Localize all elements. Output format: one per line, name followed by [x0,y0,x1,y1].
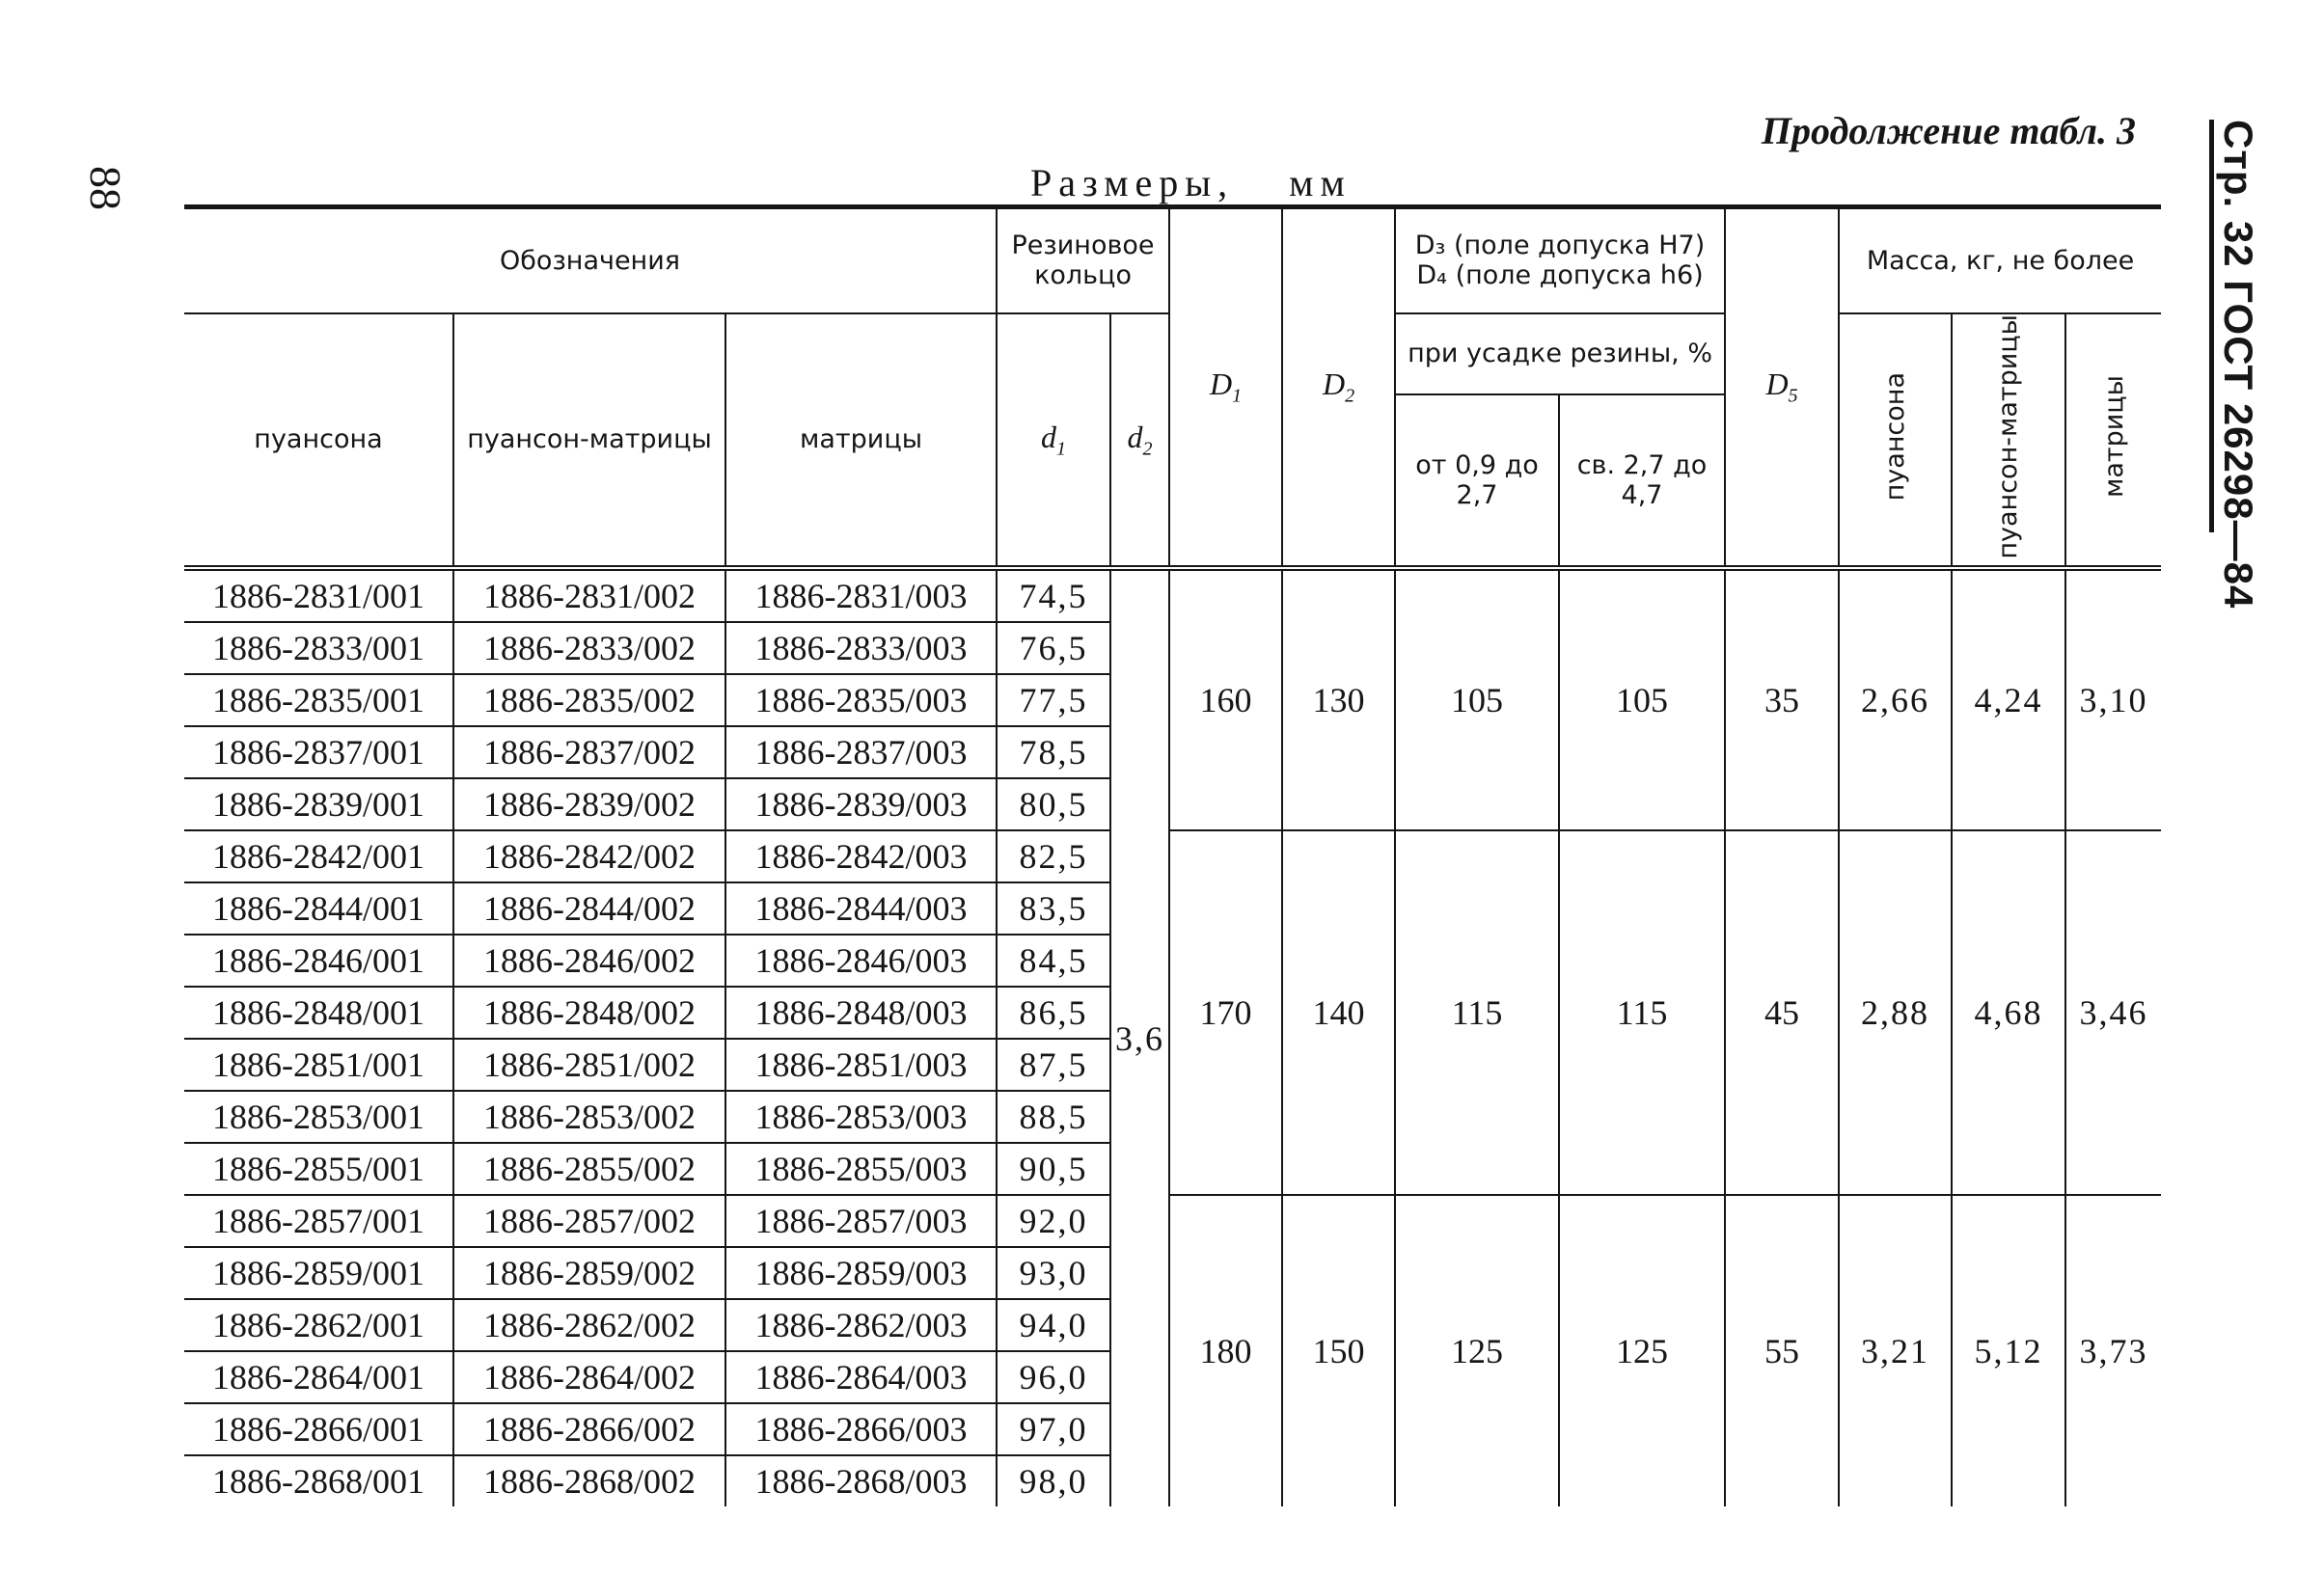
die-designation: 1886-2868/003 [725,1455,997,1506]
d1-value: 94,0 [997,1299,1110,1351]
d1-value: 90,5 [997,1143,1110,1195]
punch-die-designation: 1886-2866/002 [453,1403,725,1455]
punch-designation: 1886-2837/001 [184,726,453,778]
d1-value: 96,0 [997,1351,1110,1403]
table-row [184,830,2161,882]
punch-designation: 1886-2831/001 [184,568,453,622]
die-designation: 1886-2831/003 [725,568,997,622]
die-designation: 1886-2848/003 [725,987,997,1039]
table-body [184,568,2161,1506]
d1-value: 98,0 [997,1455,1110,1506]
die-designation: 1886-2859/003 [725,1247,997,1299]
punch-die-designation: 1886-2853/002 [453,1091,725,1143]
punch-designation: 1886-2844/001 [184,882,453,935]
punch-designation: 1886-2833/001 [184,622,453,674]
header-mass-punch-die: пуансон-матрицы [1952,313,2065,569]
header-mass-punch: пуансона [1839,313,1952,569]
page-number: 88 [81,166,130,210]
punch-designation: 1886-2846/001 [184,935,453,987]
die-designation: 1886-2844/003 [725,882,997,935]
punch-designation: 1886-2851/001 [184,1039,453,1091]
punch-die-designation: 1886-2868/002 [453,1455,725,1506]
punch-designation: 1886-2853/001 [184,1091,453,1143]
die-designation: 1886-2866/003 [725,1403,997,1455]
d1-value: 86,5 [997,987,1110,1039]
d1-value: 76,5 [997,622,1110,674]
D1-value: 180 [1169,1195,1282,1506]
punch-die-designation: 1886-2851/002 [453,1039,725,1091]
d1-value: 78,5 [997,726,1110,778]
mass-die-value: 3,73 [2065,1195,2161,1506]
header-shrink-high: св. 2,7 до 4,7 [1559,394,1725,568]
die-designation: 1886-2833/003 [725,622,997,674]
D3-D4-high-shrink-value: 125 [1559,1195,1725,1506]
d1-value: 83,5 [997,882,1110,935]
D1-value: 160 [1169,568,1282,830]
punch-die-designation: 1886-2857/002 [453,1195,725,1247]
header-shrink-low: от 0,9 до 2,7 [1395,394,1559,568]
header-mass-die: матрицы [2065,313,2161,569]
header-mass: Масса, кг, не более [1839,207,2161,313]
side-header: Стр. 32 ГОСТ 26298—84 [2216,120,2261,610]
die-designation: 1886-2853/003 [725,1091,997,1143]
mass-punch-value: 2,66 [1839,568,1952,830]
d1-value: 74,5 [997,568,1110,622]
D5-value: 35 [1725,568,1839,830]
header-D3-line: D₃ (поле допуска Н7) [1414,231,1706,261]
table-row [184,1195,2161,1247]
d1-value: 82,5 [997,830,1110,882]
punch-designation: 1886-2857/001 [184,1195,453,1247]
D3-D4-low-shrink-value: 115 [1395,830,1559,1195]
header-D5: $D_5$ [1725,207,1839,569]
die-designation: 1886-2864/003 [725,1351,997,1403]
punch-die-designation: 1886-2855/002 [453,1143,725,1195]
d1-value: 97,0 [997,1403,1110,1455]
table-continuation-note: Продолжение табл. 3 [1761,109,2136,152]
d1-value: 80,5 [997,778,1110,830]
header-die: матрицы [725,313,997,569]
punch-die-designation: 1886-2833/002 [453,622,725,674]
d2-value: 3,6 [1110,568,1169,1506]
punch-designation: 1886-2866/001 [184,1403,453,1455]
punch-die-designation: 1886-2859/002 [453,1247,725,1299]
D2-value: 130 [1282,568,1395,830]
d1-value: 84,5 [997,935,1110,987]
punch-die-designation: 1886-2842/002 [453,830,725,882]
punch-designation: 1886-2839/001 [184,778,453,830]
punch-die-designation: 1886-2844/002 [453,882,725,935]
die-designation: 1886-2837/003 [725,726,997,778]
mass-punch-die-value: 5,12 [1952,1195,2065,1506]
die-designation: 1886-2851/003 [725,1039,997,1091]
punch-designation: 1886-2842/001 [184,830,453,882]
punch-designation: 1886-2862/001 [184,1299,453,1351]
d1-value: 77,5 [997,674,1110,726]
punch-die-designation: 1886-2848/002 [453,987,725,1039]
d1-value: 92,0 [997,1195,1110,1247]
sizes-caption: Размеры, мм [1030,161,1352,204]
punch-designation: 1886-2855/001 [184,1143,453,1195]
header-d1: $d_1$ [997,313,1110,569]
D2-value: 140 [1282,830,1395,1195]
punch-designation: 1886-2868/001 [184,1455,453,1506]
mass-punch-die-value: 4,68 [1952,830,2065,1195]
mass-punch-value: 3,21 [1839,1195,1952,1506]
punch-designation: 1886-2859/001 [184,1247,453,1299]
die-designation: 1886-2842/003 [725,830,997,882]
d1-value: 87,5 [997,1039,1110,1091]
D3-D4-high-shrink-value: 105 [1559,568,1725,830]
D3-D4-low-shrink-value: 125 [1395,1195,1559,1506]
punch-designation: 1886-2835/001 [184,674,453,726]
d1-value: 93,0 [997,1247,1110,1299]
dimensions-table [184,204,2161,1506]
D5-value: 55 [1725,1195,1839,1506]
die-designation: 1886-2839/003 [725,778,997,830]
punch-die-designation: 1886-2837/002 [453,726,725,778]
mass-punch-die-value: 4,24 [1952,568,2065,830]
table-row [184,568,2161,622]
D1-value: 170 [1169,830,1282,1195]
D3-D4-low-shrink-value: 105 [1395,568,1559,830]
mass-punch-value: 2,88 [1839,830,1952,1195]
punch-die-designation: 1886-2864/002 [453,1351,725,1403]
table-header [184,207,2161,569]
d1-value: 88,5 [997,1091,1110,1143]
die-designation: 1886-2857/003 [725,1195,997,1247]
mass-die-value: 3,10 [2065,568,2161,830]
header-designations: Обозначения [184,207,997,313]
punch-die-designation: 1886-2862/002 [453,1299,725,1351]
die-designation: 1886-2855/003 [725,1143,997,1195]
header-D4-line: D₄ (поле допуска h6) [1416,260,1704,291]
punch-die-designation: 1886-2831/002 [453,568,725,622]
header-D2: $D_2$ [1282,207,1395,569]
punch-designation: 1886-2864/001 [184,1351,453,1403]
mass-die-value: 3,46 [2065,830,2161,1195]
side-header-rule [2209,120,2214,532]
punch-die-designation: 1886-2839/002 [453,778,725,830]
header-punch: пуансона [184,313,453,569]
D3-D4-high-shrink-value: 115 [1559,830,1725,1195]
header-D3-D4 [1395,207,1725,313]
D2-value: 150 [1282,1195,1395,1506]
die-designation: 1886-2862/003 [725,1299,997,1351]
punch-die-designation: 1886-2835/002 [453,674,725,726]
die-designation: 1886-2835/003 [725,674,997,726]
header-D1: $D_1$ [1169,207,1282,569]
D5-value: 45 [1725,830,1839,1195]
punch-die-designation: 1886-2846/002 [453,935,725,987]
header-d2: $d_2$ [1110,313,1169,569]
header-shrink: при усадке резины, % [1395,313,1725,395]
header-punch-die: пуансон-матрицы [453,313,725,569]
die-designation: 1886-2846/003 [725,935,997,987]
punch-designation: 1886-2848/001 [184,987,453,1039]
header-rubber-ring: Резиновое кольцо [997,207,1169,313]
